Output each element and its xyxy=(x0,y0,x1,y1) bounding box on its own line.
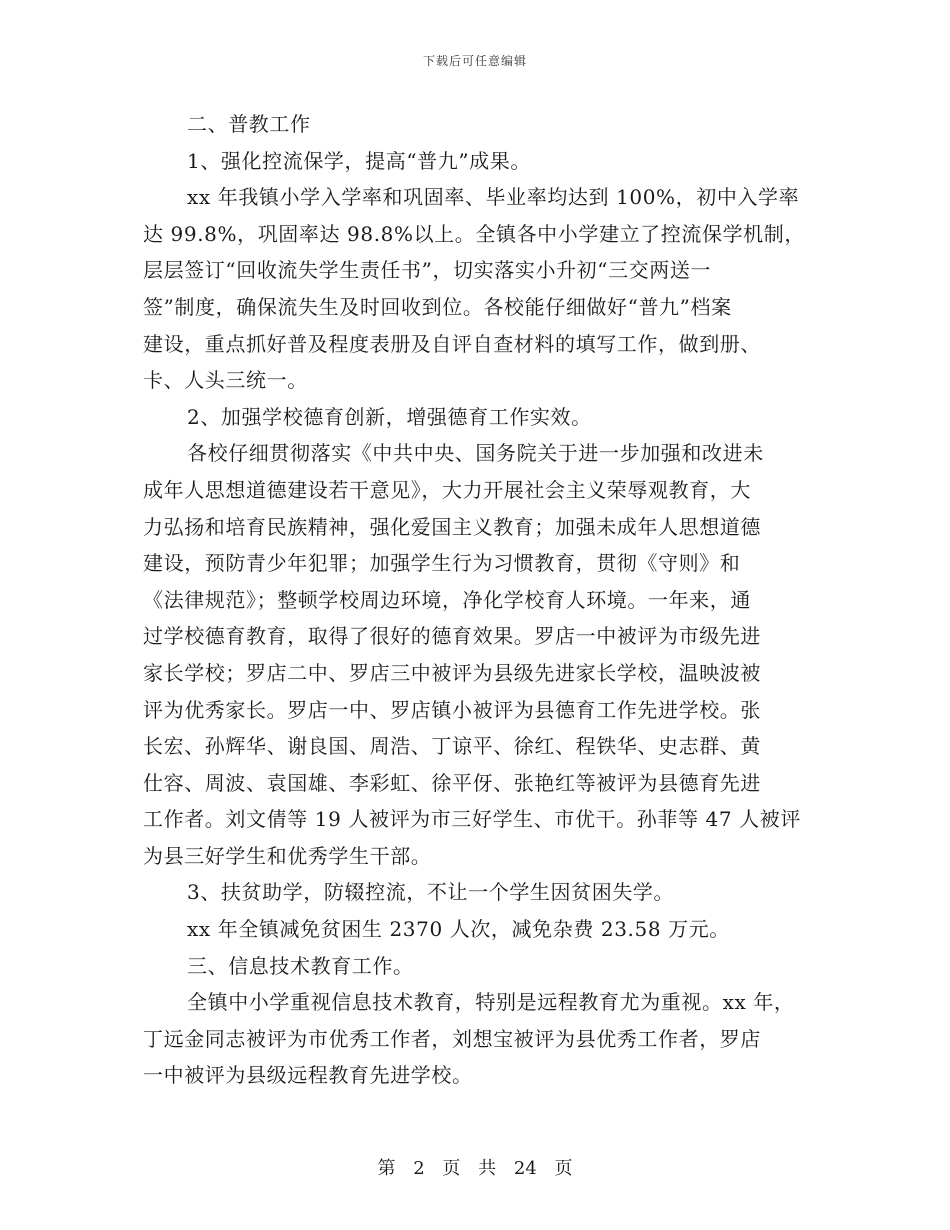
body-line: xx 年我镇小学入学率和巩固率、毕业率均达到 100%，初中入学率 xyxy=(187,185,800,210)
body-line: 达 99.8%，巩固率达 98.8%以上。全镇各中小学建立了控流保学机制， xyxy=(143,221,805,246)
body-line: 三、信息技术教育工作。 xyxy=(187,953,414,978)
footer-page-number: 2 xyxy=(413,1158,425,1179)
body-line: 各校仔细贯彻落实《中共中央、国务院关于进一步加强和改进未 xyxy=(187,441,764,466)
body-line: 3、扶贫助学，防辍控流，不让一个学生因贫困失学。 xyxy=(187,880,675,905)
footer-di: 第 xyxy=(377,1158,396,1179)
footer-gong: 共 xyxy=(478,1158,497,1179)
body-line: 家长学校；罗店二中、罗店三中被评为县级先进家长学校，温映波被 xyxy=(143,660,761,685)
footer-ye: 页 xyxy=(554,1158,573,1179)
body-line: 签”制度，确保流失生及时回收到位。各校能仔细做好“普九”档案 xyxy=(143,294,732,319)
body-line: 丁远金同志被评为市优秀工作者，刘想宝被评为县优秀工作者，罗店 xyxy=(143,1026,761,1051)
body-line: 1、强化控流保学，提高“普九”成果。 xyxy=(187,148,531,173)
body-line: 一中被评为县级远程教育先进学校。 xyxy=(143,1063,473,1088)
body-line: 卡、人头三统一。 xyxy=(143,368,308,393)
body-line: 二、普教工作 xyxy=(187,112,311,136)
body-line: 全镇中小学重视信息技术教育，特别是远程教育尤为重视。xx 年， xyxy=(187,990,795,1015)
body-line: 过学校德育教育，取得了很好的德育效果。罗店一中被评为市级先进 xyxy=(143,624,761,649)
body-line: 长宏、孙辉华、谢良国、周浩、丁谅平、徐红、程铁华、史志群、黄 xyxy=(143,734,761,759)
body-line: 成年人思想道德建设若干意见》，大力开展社会主义荣辱观教育，大 xyxy=(143,477,751,502)
footer-total-pages: 24 xyxy=(513,1158,537,1179)
body-line: 建设，预防青少年犯罪；加强学生行为习惯教育，贯彻《守则》和 xyxy=(143,551,741,576)
body-line: 2、加强学校德育创新，增强德育工作实效。 xyxy=(187,404,592,429)
body-line: 建设，重点抓好普及程度表册及自评自查材料的填写工作，做到册、 xyxy=(143,331,761,356)
body-line: 《法律规范》；整顿学校周边环境，净化学校育人环境。一年来，通 xyxy=(143,587,751,612)
body-line: 为县三好学生和优秀学生干部。 xyxy=(143,843,432,868)
body-line: 力弘扬和培育民族精神，强化爱国主义教育；加强未成年人思想道德 xyxy=(143,514,761,539)
body-line: 评为优秀家长。罗店一中、罗店镇小被评为县德育工作先进学校。张 xyxy=(143,697,761,722)
document-body xyxy=(143,106,813,1094)
body-line: 工作者。刘文倩等 19 人被评为市三好学生、市优干。孙菲等 47 人被评 xyxy=(143,807,801,832)
body-line: 层层签订“回收流失学生责任书”，切实落实小升初“三交两送一 xyxy=(143,258,712,283)
page-header: 下载后可任意编辑 xyxy=(422,54,527,68)
page-footer xyxy=(0,1154,950,1180)
body-line: 仕容、周波、袁国雄、李彩虹、徐平伢、张艳红等被评为县德育先进 xyxy=(143,770,761,795)
footer-ye: 页 xyxy=(442,1158,461,1179)
body-line: xx 年全镇减免贫困生 2370 人次，减免杂费 23.58 万元。 xyxy=(187,917,730,942)
